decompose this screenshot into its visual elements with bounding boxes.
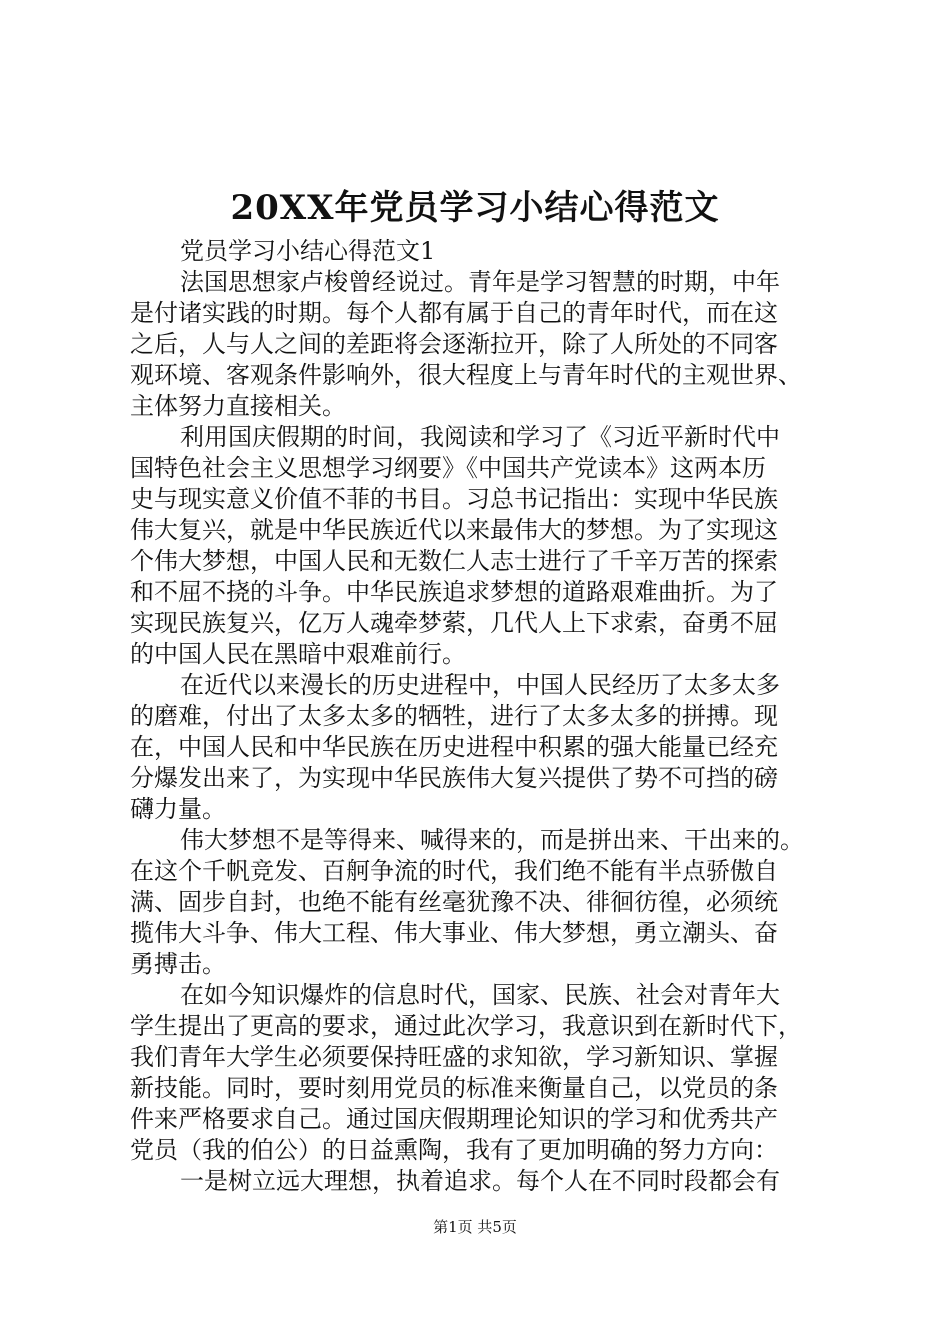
text-line: 在如今知识爆炸的信息时代，国家、民族、社会对青年大	[180, 981, 780, 1009]
text-line: 实现民族复兴，亿万人魂牵梦萦，几代人上下求索，奋勇不屈	[130, 609, 778, 637]
text-line: 和不屈不挠的斗争。中华民族追求梦想的道路艰难曲折。为了	[130, 578, 778, 606]
text-line: 在这个千帆竞发、百舸争流的时代，我们绝不能有半点骄傲自	[130, 857, 778, 885]
text-line: 在近代以来漫长的历史进程中，中国人民经历了太多太多	[180, 671, 780, 699]
text-line: 国特色社会主义思想学习纲要》《中国共产党读本》这两本历	[130, 454, 766, 482]
text-line: 的磨难，付出了太多太多的牺牲，进行了太多太多的拼搏。现	[130, 702, 778, 730]
text-line: 观环境、客观条件影响外，很大程度上与青年时代的主观世界、	[130, 361, 802, 389]
text-line: 分爆发出来了，为实现中华民族伟大复兴提供了势不可挡的磅	[130, 764, 778, 792]
text-line: 满、固步自封，也绝不能有丝毫犹豫不决、徘徊彷徨，必须统	[130, 888, 778, 916]
text-line: 利用国庆假期的时间，我阅读和学习了《习近平新时代中	[180, 423, 780, 451]
text-line: 史与现实意义价值不菲的书目。习总书记指出：实现中华民族	[130, 485, 778, 513]
text-line: 是付诸实践的时期。每个人都有属于自己的青年时代，而在这	[130, 299, 778, 327]
text-line: 一是树立远大理想，执着追求。每个人在不同时段都会有	[180, 1167, 780, 1195]
text-line: 在，中国人民和中华民族在历史进程中积累的强大能量已经充	[130, 733, 778, 761]
text-line: 勇搏击。	[130, 950, 226, 978]
text-line: 的中国人民在黑暗中艰难前行。	[130, 640, 466, 668]
text-line: 个伟大梦想，中国人民和无数仁人志士进行了千辛万苦的探索	[130, 547, 778, 575]
text-line: 揽伟大斗争、伟大工程、伟大事业、伟大梦想，勇立潮头、奋	[130, 919, 778, 947]
text-line: 新技能。同时，要时刻用党员的标准来衡量自己，以党员的条	[130, 1074, 778, 1102]
text-line: 件来严格要求自己。通过国庆假期理论知识的学习和优秀共产	[130, 1105, 778, 1133]
text-line: 我们青年大学生必须要保持旺盛的求知欲，学习新知识、掌握	[130, 1043, 778, 1071]
document-title: 20XX年党员学习小结心得范文	[230, 188, 720, 228]
text-line: 党员（我的伯公）的日益熏陶，我有了更加明确的努力方向：	[130, 1136, 778, 1164]
text-line: 学生提出了更高的要求，通过此次学习，我意识到在新时代下，	[130, 1012, 802, 1040]
text-line: 主体努力直接相关。	[130, 392, 346, 420]
text-line: 伟大复兴，就是中华民族近代以来最伟大的梦想。为了实现这	[130, 516, 778, 544]
document-body	[130, 236, 830, 1197]
page-footer: 第1页 共5页	[433, 1218, 517, 1236]
text-line: 伟大梦想不是等得来、喊得来的，而是拼出来、干出来的。	[180, 826, 804, 854]
text-line: 法国思想家卢梭曾经说过。青年是学习智慧的时期，中年	[180, 268, 780, 296]
text-line: 礴力量。	[130, 795, 226, 823]
section-heading: 党员学习小结心得范文1	[180, 237, 436, 265]
text-line: 之后，人与人之间的差距将会逐渐拉开，除了人所处的不同客	[130, 330, 778, 358]
